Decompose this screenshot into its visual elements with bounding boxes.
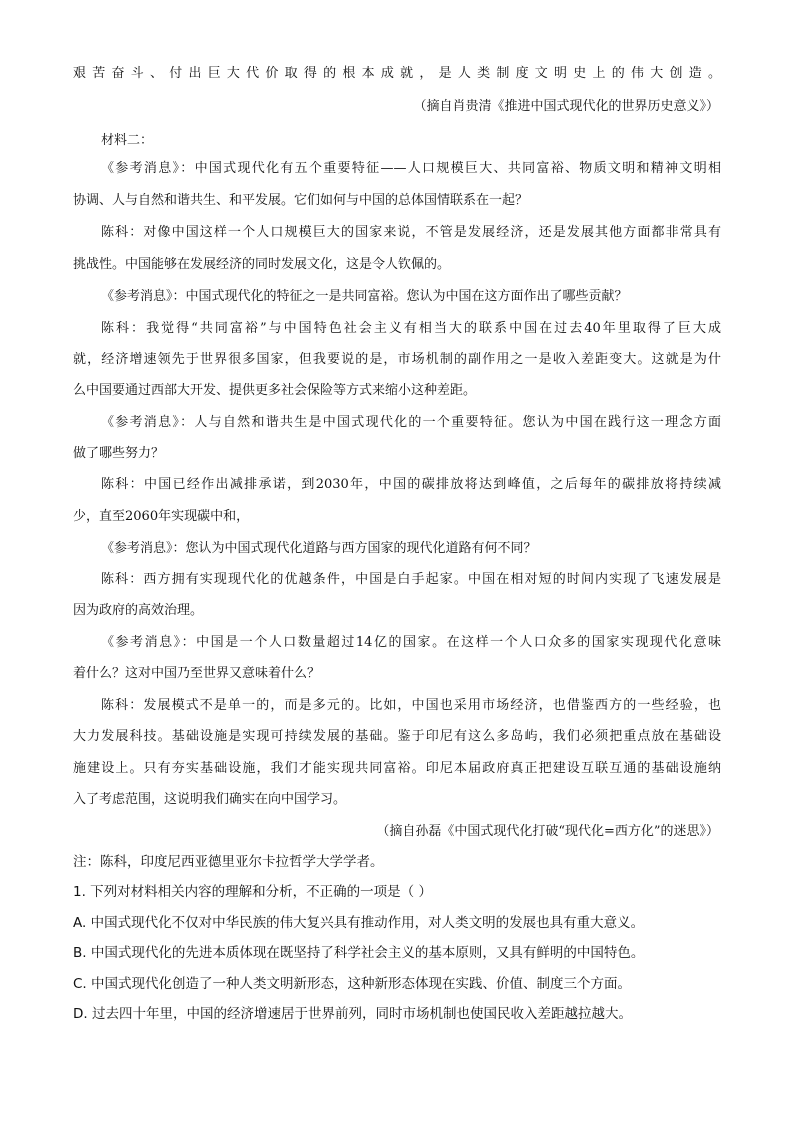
paragraph-line: 大力发展科技。基础设施是实现可持续发展的基础。鉴于印尼有这么多岛屿，我们必须把重点放在基础设 [73,729,721,744]
paragraph-line: 入了考虑范围，这说明我们确实在向中国学习。 [73,792,347,807]
question-stem: 1. 下列对材料相关内容的理解和分析，不正确的一项是（ ） [73,884,432,900]
paragraph-line: 协调、人与自然和谐共生、和平发展。它们如何与中国的总体国情联系在一起？ [73,193,529,208]
paragraph-line: 陈科：我觉得“共同富裕”与中国特色社会主义有相当大的联系中国在过去40年里取得了巨大成 [101,321,721,336]
paragraph-line: 《参考消息》：中国是一个人口数量超过14亿的国家。在这样一个人口众多的国家实现现代化意味 [101,635,721,650]
paragraph-line: 就，经济增速领先于世界很多国家，但我要说的是，市场机制的副作用之一是收入差距变大。这就是为什 [73,352,721,367]
paragraph-line: 陈科：发展模式不是单一的，而是多元的。比如，中国也采用市场经济，也借鉴西方的一些经验，也 [101,698,721,713]
paragraph-line: 陈科：西方拥有实现现代化的优越条件，中国是白手起家。中国在相对短的时间内实现了飞速发展是 [101,572,721,587]
paragraph-line: 《参考消息》：中国式现代化的特征之一是共同富裕。您认为中国在这方面作出了哪些贡献？ [101,289,628,304]
paragraph-line: 做了哪些努力？ [73,446,165,461]
paragraph-line: 《参考消息》：您认为中国式现代化道路与西方国家的现代化道路有何不同？ [101,541,537,556]
paragraph-line: 《参考消息》：人与自然和谐共生是中国式现代化的一个重要特征。您认为中国在践行这一理念方面 [101,415,721,430]
material1-tail: 艰苦奋斗、付出巨大代价取得的根本成就，是人类制度文明史上的伟大创造。 [73,66,721,81]
paragraph-line: 么中国要通过西部大开发、提供更多社会保险等方式来缩小这种差距。 [73,383,477,398]
note: 注：陈科，印度尼西亚德里亚尔卡拉哲学大学学者。 [73,854,384,870]
material1-source: （摘自肖贵清《推进中国式现代化的世界历史意义》） [413,99,719,114]
paragraph-line: 着什么？这对中国乃至世界又意味着什么？ [73,666,321,681]
option-b: B. 中国式现代化的先进本质体现在既坚持了科学社会主义的基本原则，又具有鲜明的中国特色。 [73,945,645,961]
paragraph-line: 陈科：对像中国这样一个人口规模巨大的国家来说，不管是发展经济，还是发展其他方面都非常具有 [101,225,721,240]
material2-heading: 材料二： [101,133,154,148]
paragraph-line: 《参考消息》：中国式现代化有五个重要特征——人口规模巨大、共同富裕、物质文明和精神文明相 [101,161,721,176]
option-d: D. 过去四十年里，中国的经济增速居于世界前列，同时市场机制也使国民收入差距越拉越大。 [73,1006,632,1022]
option-c: C. 中国式现代化创造了一种人类文明新形态，这种新形态体现在实践、价值、制度三个方面。 [73,976,632,992]
paragraph-line: 少，直至2060年实现碳中和， [73,509,250,524]
paragraph-line: 陈科：中国已经作出减排承诺，到2030年，中国的碳排放将达到峰值，之后每年的碳排放将持续减 [101,477,721,492]
paragraph-line: 因为政府的高效治理。 [73,603,204,618]
option-a: A. 中国式现代化不仅对中华民族的伟大复兴具有推动作用，对人类文明的发展也具有重大意义。 [73,915,645,931]
paragraph-line: 挑战性。中国能够在发展经济的同时发展文化，这是令人钦佩的。 [73,257,451,272]
paragraph-line: 施建设上。只有夯实基础设施，我们才能实现共同富裕。印尼本届政府真正把建设互联互通的基础设施纳 [73,761,721,776]
material2-source: （摘自孙磊《中国式现代化打破“现代化=西方化”的迷思》） [376,824,719,839]
